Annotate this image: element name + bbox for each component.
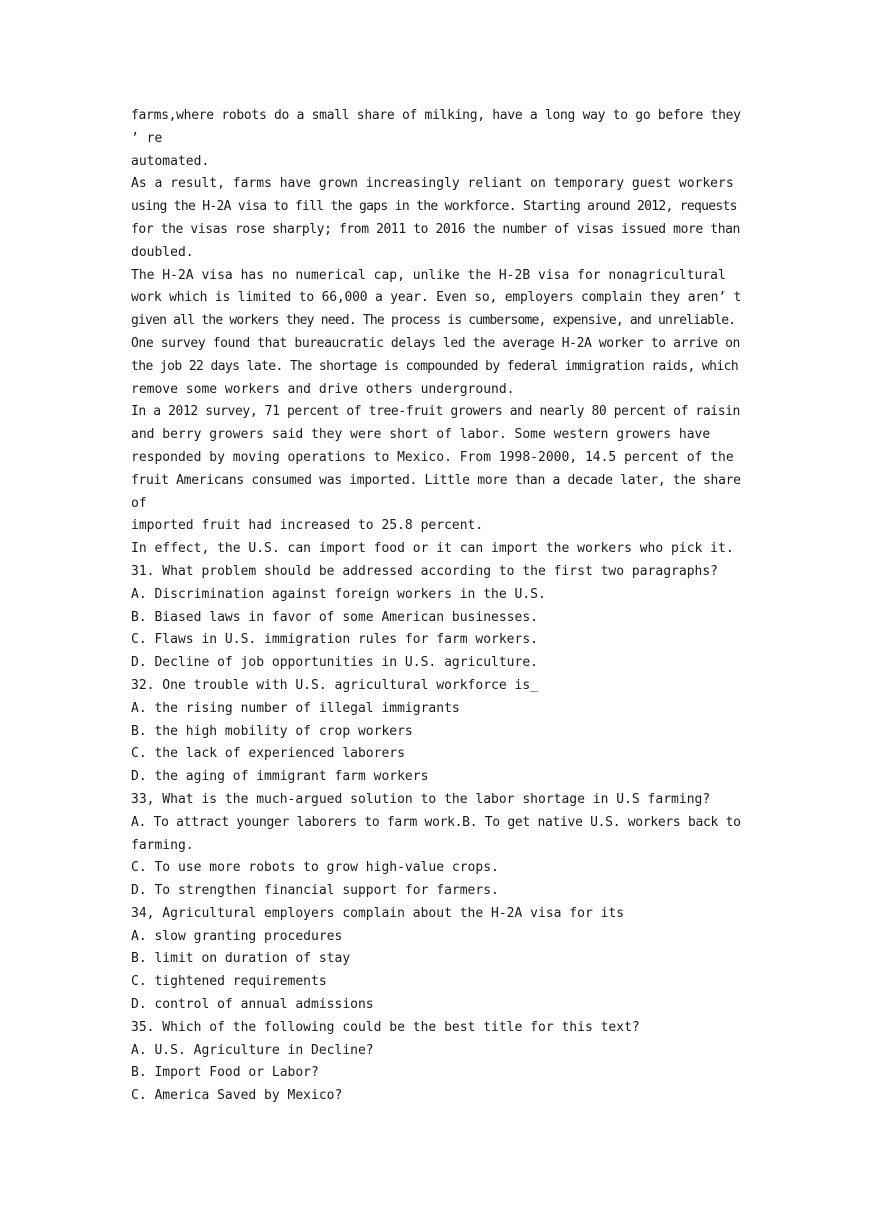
text-line: ’ re	[131, 130, 163, 146]
text-line: In a 2012 survey, 71 percent of tree-fruit growers and nearly 80 percent of raisin	[131, 404, 740, 420]
option-33-d: D. To strengthen financial support for farmers.	[131, 883, 499, 899]
text-line: imported fruit had increased to 25.8 percent.	[131, 518, 484, 534]
option-31-d: D. Decline of job opportunities in U.S. agriculture.	[131, 655, 538, 671]
text-line: work which is limited to 66,000 a year. Even so, employers complain they aren’ t	[131, 290, 741, 306]
question-33: 33, What is the much-argued solution to the labor shortage in U.S farming?	[131, 791, 711, 807]
question-31: 31. What problem should be addressed according to the first two paragraphs?	[131, 563, 718, 579]
option-33-c: C. To use more robots to grow high-value crops.	[131, 860, 499, 876]
text-line: for the visas rose sharply; from 2011 to 2016 the number of visas issued more than	[131, 221, 740, 237]
text-line: doubled.	[131, 244, 194, 260]
question-32: 32. One trouble with U.S. agricultural workforce is_	[131, 677, 538, 693]
option-34-b: B. limit on duration of stay	[131, 951, 351, 967]
text-line: As a result, farms have grown increasingly reliant on temporary guest workers	[131, 176, 734, 192]
option-31-c: C. Flaws in U.S. immigration rules for farm workers.	[131, 632, 538, 648]
option-35-b: B. Import Food or Labor?	[131, 1065, 319, 1081]
option-34-d: D. control of annual admissions	[131, 997, 374, 1013]
text-line: responded by moving operations to Mexico. From 1998-2000, 14.5 percent of the	[131, 449, 734, 465]
question-34: 34, Agricultural employers complain about the H-2A visa for its	[131, 905, 625, 921]
text-line: One survey found that bureaucratic delays led the average H-2A worker to arrive on	[131, 335, 740, 351]
option-34-a: A. slow granting procedures	[131, 928, 343, 944]
text-line: automated.	[131, 153, 210, 169]
text-line: given all the workers they need. The process is cumbersome, expensive, and unreliable.	[131, 313, 736, 329]
text-line: remove some workers and drive others underground.	[131, 381, 515, 397]
text-line: the job 22 days late. The shortage is compounded by federal immigration raids, which	[131, 358, 739, 374]
option-32-d: D. the aging of immigrant farm workers	[131, 769, 429, 785]
text-line: fruit Americans consumed was imported. Little more than a decade later, the share	[131, 472, 741, 488]
question-35: 35. Which of the following could be the best title for this text?	[131, 1019, 640, 1035]
text-line: farms,where robots do a small share of milking, have a long way to go before they	[131, 108, 741, 123]
option-35-a: A. U.S. Agriculture in Decline?	[131, 1042, 374, 1058]
option-32-b: B. the high mobility of crop workers	[131, 723, 413, 739]
document-text	[131, 105, 741, 1108]
text-line: The H-2A visa has no numerical cap, unlike the H-2B visa for nonagricultural	[131, 267, 726, 283]
text-line: using the H-2A visa to fill the gaps in the workforce. Starting around 2012, requests	[131, 199, 737, 215]
text-line: and berry growers said they were short of labor. Some western growers have	[131, 427, 711, 443]
option-33-a-b: A. To attract younger laborers to farm work.B. To get native U.S. workers back to	[131, 814, 741, 830]
option-31-b: B. Biased laws in favor of some American businesses.	[131, 609, 538, 625]
option-31-a: A. Discrimination against foreign workers in the U.S.	[131, 586, 546, 602]
option-34-c: C. tightened requirements	[131, 974, 327, 990]
text-line: of	[131, 495, 147, 511]
option-32-a: A. the rising number of illegal immigrants	[131, 700, 460, 716]
option-35-c: C. America Saved by Mexico?	[131, 1088, 343, 1104]
option-32-c: C. the lack of experienced laborers	[131, 746, 405, 762]
text-line: In effect, the U.S. can import food or it can import the workers who pick it.	[131, 541, 734, 557]
option-33-b-cont: farming.	[131, 837, 194, 853]
